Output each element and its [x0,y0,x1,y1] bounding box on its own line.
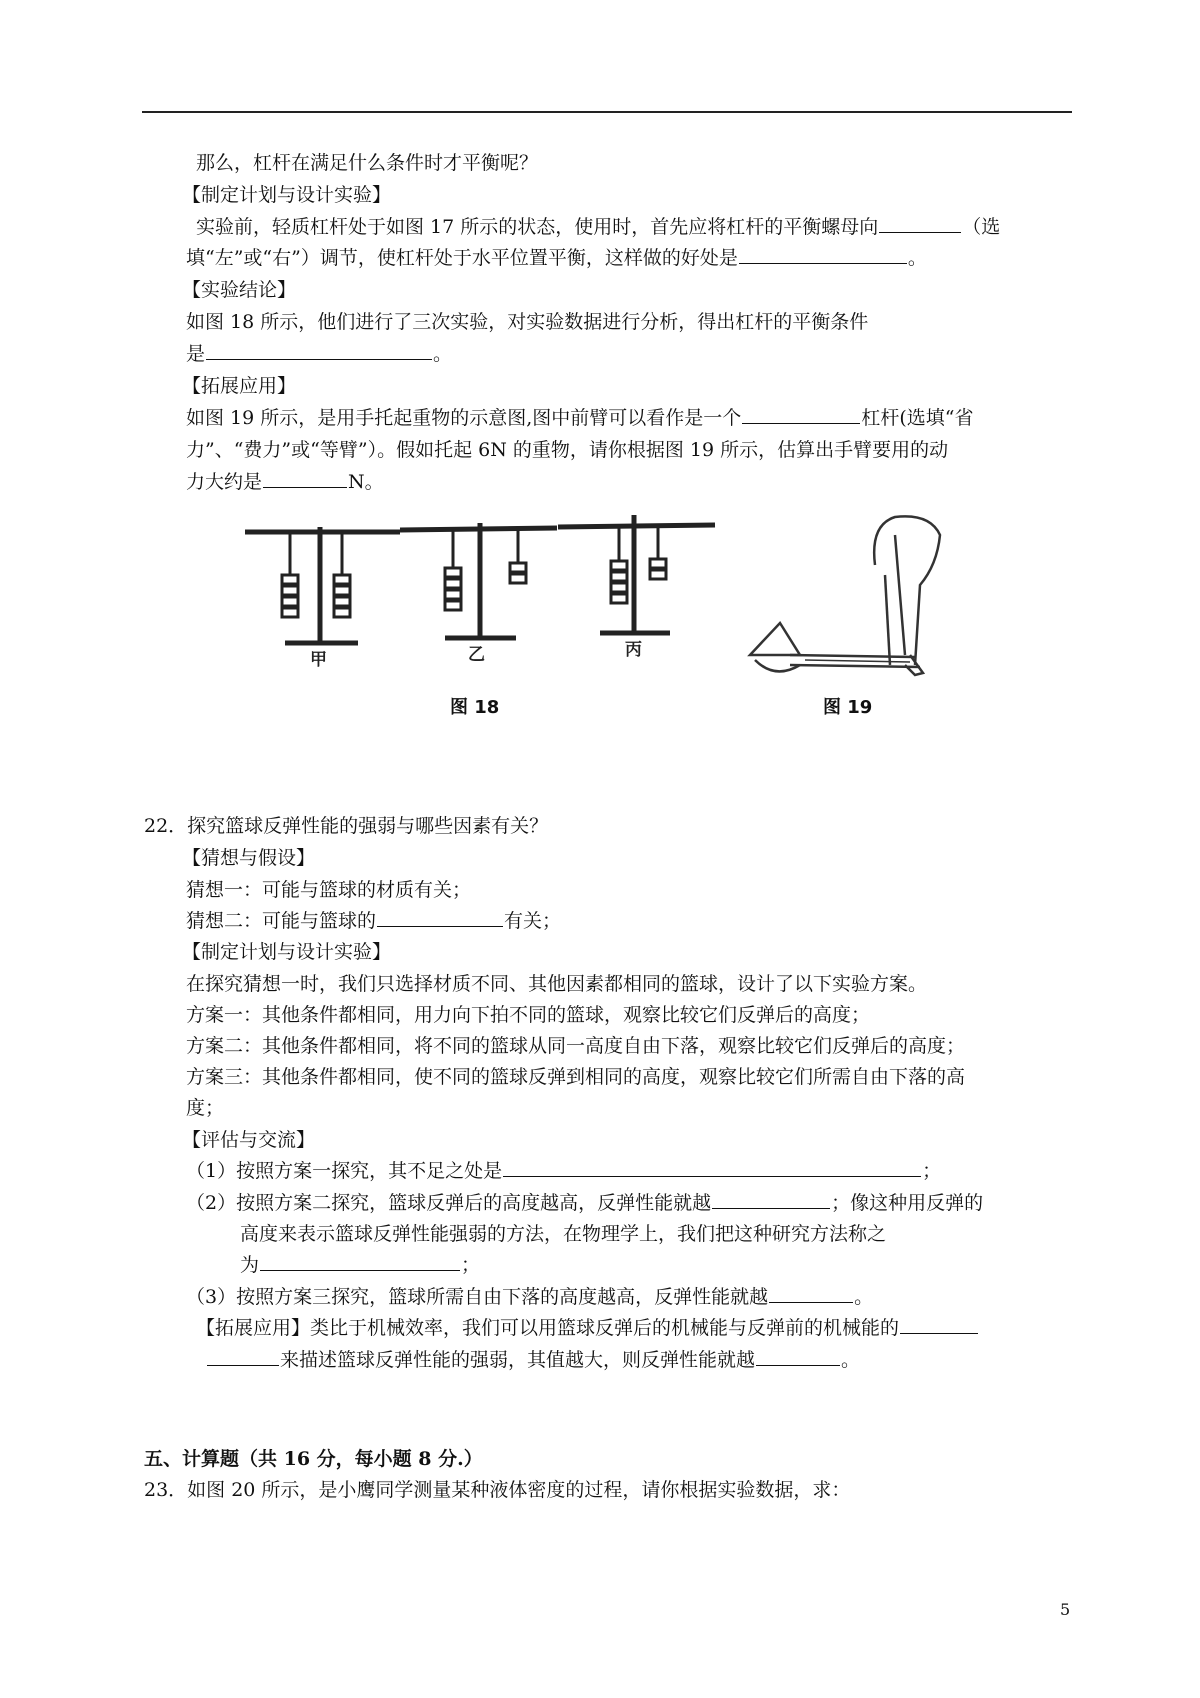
lever-ext-line3 [186,469,384,495]
q22-guess1: 猜想一：可能与篮球的材质有关； [186,879,472,901]
q22-eval3 [186,1284,873,1310]
q22-eval-heading: 【评估与交流】 [182,1129,316,1151]
text: （1）按照方案一探究，其不足之处是 [186,1160,503,1182]
answer-blank[interactable] [900,1315,978,1334]
q22-eval2-cont: 高度来表示篮球反弹性能强弱的方法，在物理学上，我们把这种研究方法称之 [240,1223,887,1245]
text: 猜想二：可能与篮球的 [186,910,377,932]
q22-guess-heading: 【猜想与假设】 [182,847,316,869]
figure-18 [240,505,720,675]
text: 填“左”或“右”）调节，使杠杆处于水平位置平衡，这样做的好处是 [186,247,738,269]
fig18-label-bing: 丙 [625,640,642,660]
lever-conclusion-line1: 如图 18 所示，他们进行了三次实验，对实验数据进行分析，得出杠杆的平衡条件 [186,311,869,333]
q22-guess2 [186,908,561,934]
figure-19 [745,505,970,690]
text: 实验前，轻质杠杆处于如图 17 所示的状态，使用时，首先应将杠杆的平衡螺母向 [196,216,879,238]
text: 是 [186,343,206,365]
lever-ext-heading: 【拓展应用】 [182,375,297,397]
fig18-label-jia: 甲 [310,650,327,670]
q22-scheme3: 方案三：其他条件都相同，使不同的篮球反弹到相同的高度，观察比较它们所需自由下落的高 [186,1066,966,1088]
lever-plan-line2 [186,245,927,271]
page-number: 5 [1060,1600,1071,1619]
text: 【拓展应用】类比于机械效率，我们可以用篮球反弹后的机械能与反弹前的机械能的 [196,1317,900,1339]
text: 杠杆(选填“省 [861,407,974,429]
answer-blank[interactable] [260,1252,460,1271]
q22-scheme2: 方案二：其他条件都相同，将不同的篮球从同一高度自由下落，观察比较它们反弹后的高度； [186,1035,966,1057]
q22-plan-intro: 在探究猜想一时，我们只选择材质不同、其他因素都相同的篮球，设计了以下实验方案。 [186,973,928,995]
text: ；像这种用反弹的 [831,1192,984,1214]
answer-blank[interactable] [879,214,961,233]
text: 。 [433,343,453,365]
answer-blank[interactable] [377,908,503,927]
text: 。 [841,1349,861,1371]
q23-text: 23．如图 20 所示，是小鹰同学测量某种液体密度的过程，请你根据实验数据，求： [144,1479,851,1501]
text: 。 [854,1286,874,1308]
lever-plan-heading: 【制定计划与设计实验】 [182,184,392,206]
answer-blank[interactable] [739,245,907,264]
lever-conclusion-line2 [186,341,452,367]
text: 有关； [504,910,562,932]
text: 力大约是 [186,471,263,493]
figure-18-caption: 图 18 [450,697,500,718]
text: （2）按照方案二探究，篮球反弹后的高度越高，反弹性能就越 [186,1192,712,1214]
q22-eval1 [186,1158,941,1184]
lever-ext-line1 [186,405,973,431]
answer-blank[interactable] [207,1347,279,1366]
q22-title: 22．探究篮球反弹性能的强弱与哪些因素有关？ [144,815,549,837]
q22-eval2 [186,1190,983,1216]
q22-eval2-cont2 [240,1252,480,1278]
lever-conclusion-heading: 【实验结论】 [182,279,297,301]
header-rule [142,111,1072,113]
answer-blank[interactable] [769,1284,853,1303]
answer-blank[interactable] [206,341,432,360]
answer-blank[interactable] [756,1347,840,1366]
q22-ext-cont [206,1347,860,1373]
figure-19-caption: 图 19 [823,697,873,718]
answer-blank[interactable] [742,405,860,424]
text: 来描述篮球反弹性能的强弱，其值越大，则反弹性能就越 [280,1349,756,1371]
answer-blank[interactable] [712,1190,830,1209]
text: ； [461,1254,481,1276]
text: 为 [240,1254,260,1276]
lever-ext-line2: 力”、“费力”或“等臂”）。假如托起 6N 的重物，请你根据图 19 所示，估算出手臂要用的动 [186,439,949,461]
answer-blank[interactable] [263,469,347,488]
q22-scheme1: 方案一：其他条件都相同，用力向下拍不同的篮球，观察比较它们反弹后的高度； [186,1004,871,1026]
lever-question: 那么，杠杆在满足什么条件时才平衡呢？ [196,152,539,174]
q22-ext [196,1315,979,1341]
fig18-label-yi: 乙 [468,645,485,665]
text: N。 [348,471,384,493]
text: 。 [907,247,927,269]
q22-scheme3-cont: 度； [186,1097,225,1119]
text: 如图 19 所示，是用手托起重物的示意图,图中前臂可以看作是一个 [186,407,742,429]
answer-blank[interactable] [503,1158,921,1177]
text: （选 [962,216,1001,238]
q22-plan-heading: 【制定计划与设计实验】 [182,941,392,963]
text: （3）按照方案三探究，篮球所需自由下落的高度越高，反弹性能就越 [186,1286,769,1308]
lever-plan-line1 [196,214,1000,240]
section5-heading: 五、计算题（共 16 分，每小题 8 分.） [144,1448,483,1470]
text: ； [922,1160,942,1182]
